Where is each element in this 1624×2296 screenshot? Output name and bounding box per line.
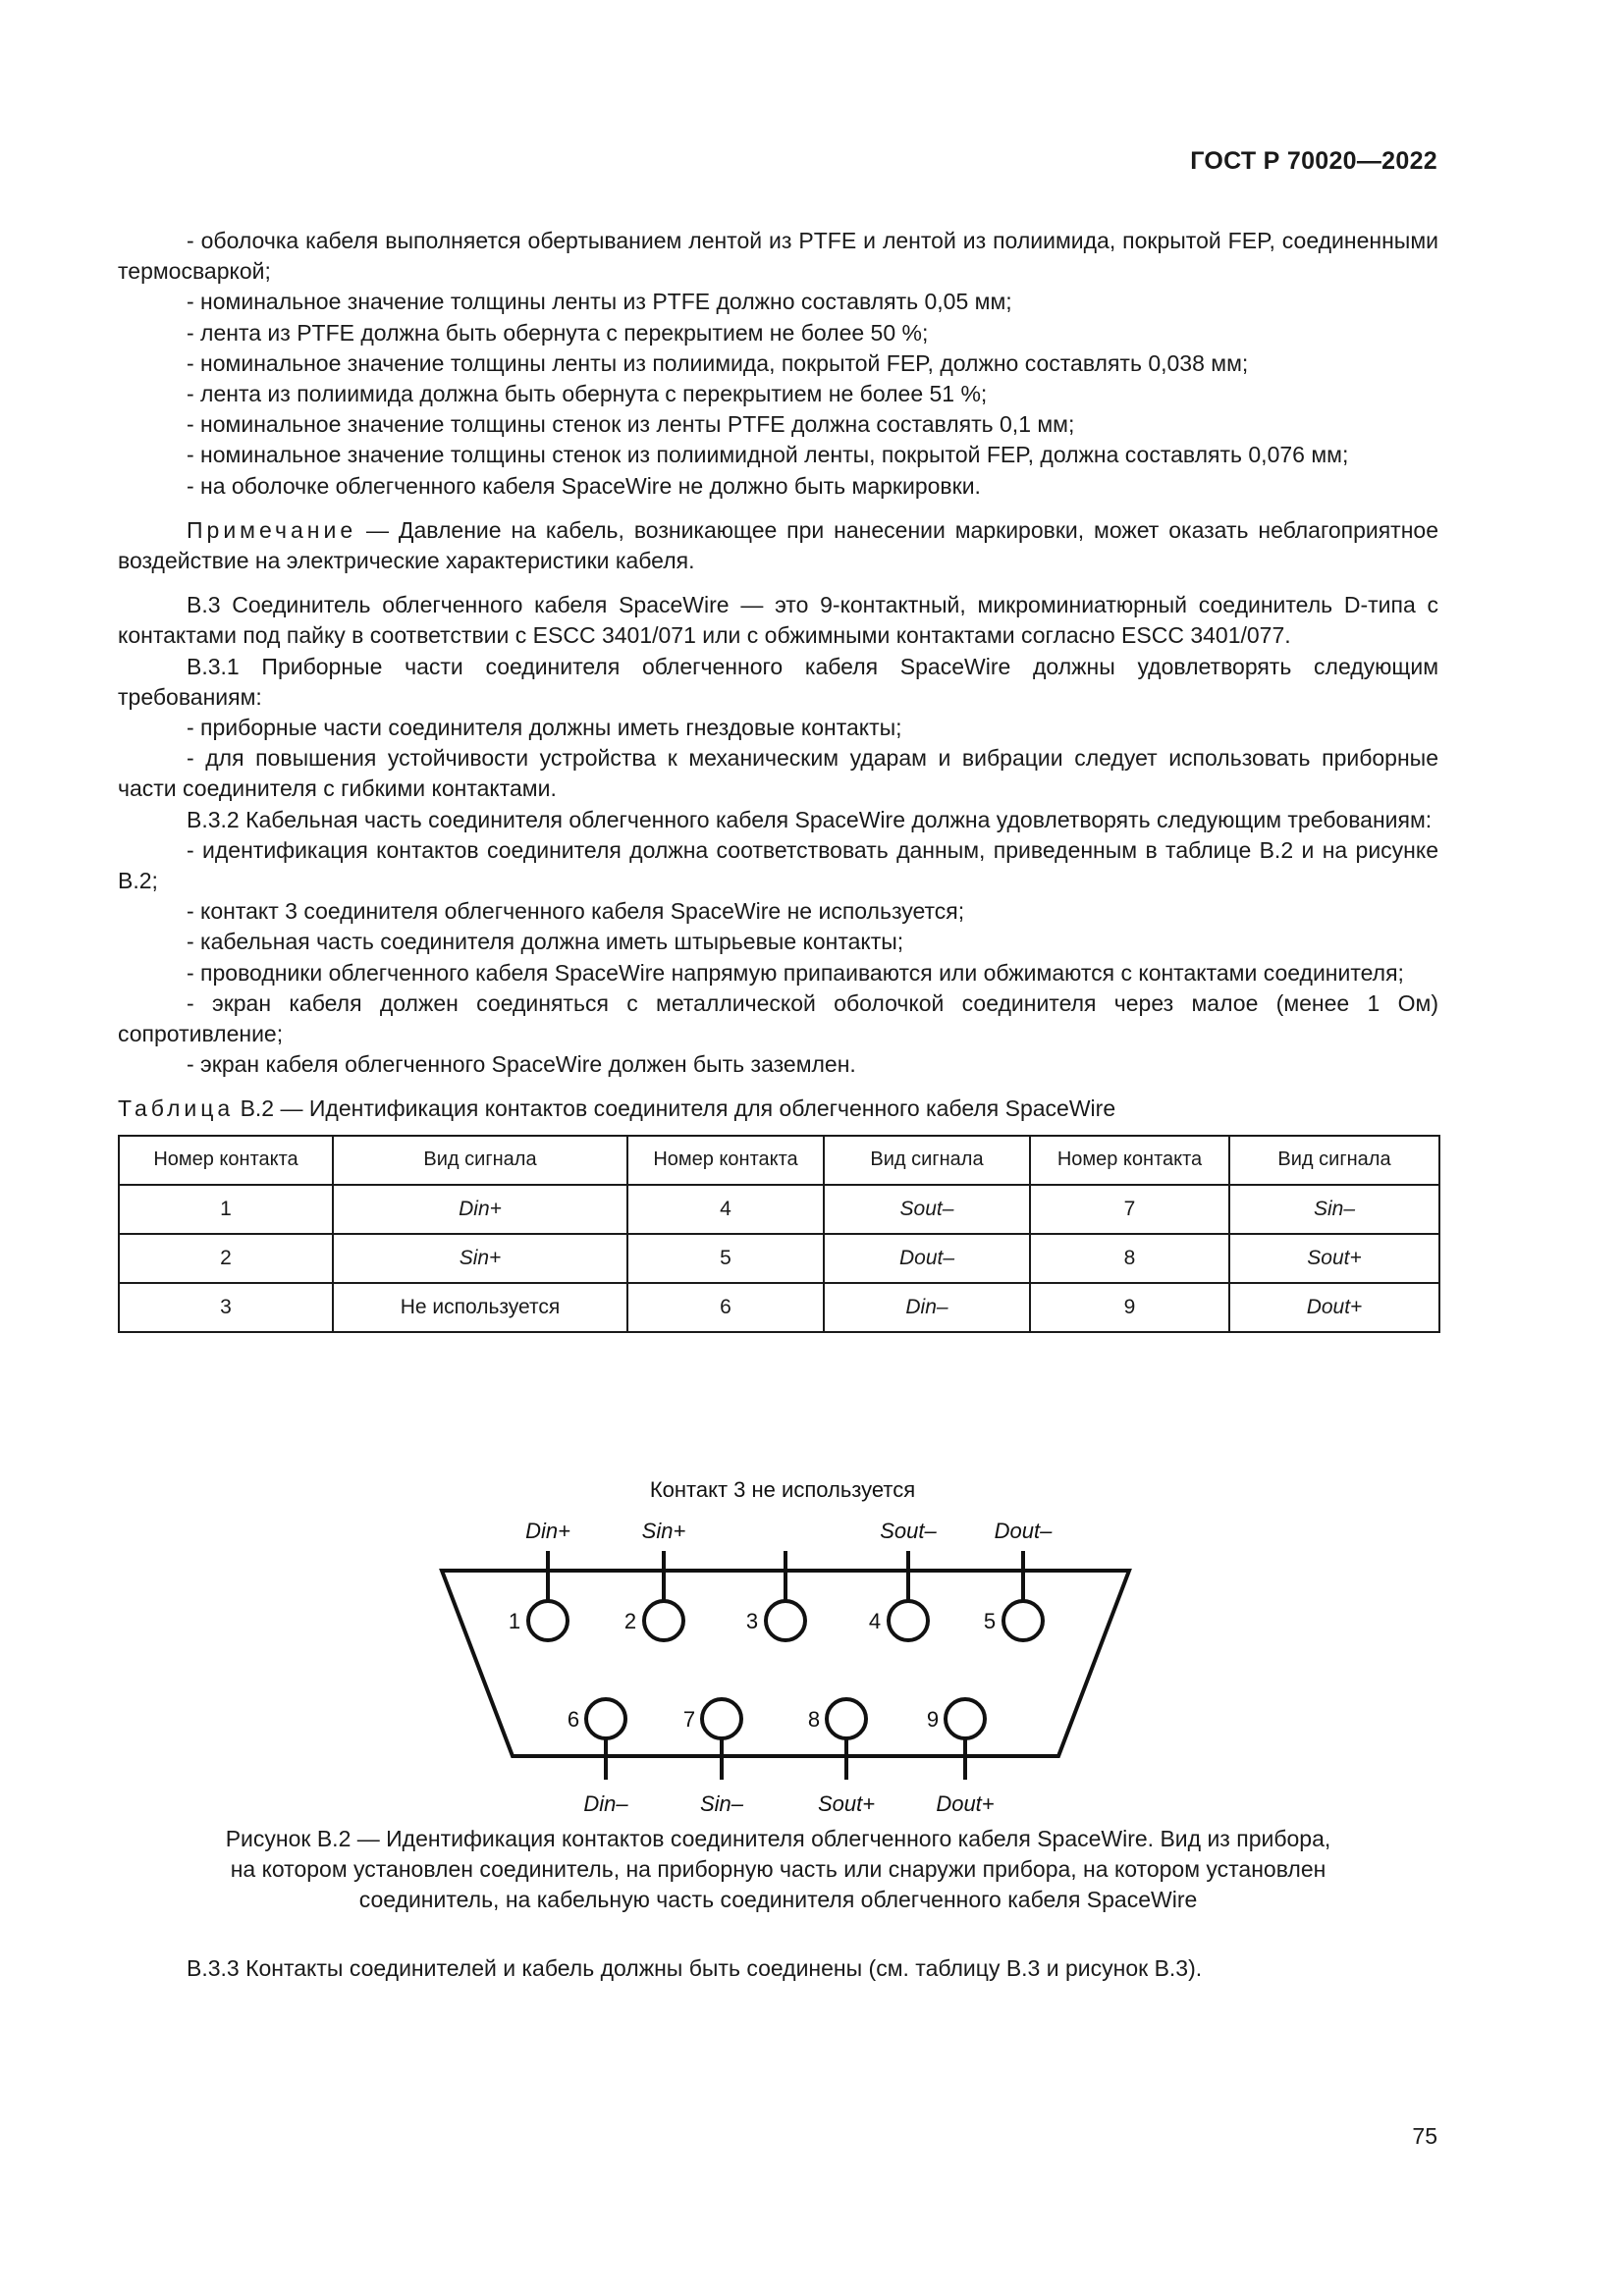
list-item: - контакт 3 соединителя облегченного кабеля SpaceWire не используется; bbox=[187, 898, 965, 925]
list-item: - приборные части соединителя должны иметь гнездовые контакты; bbox=[187, 715, 902, 741]
contact-number: 5 bbox=[627, 1234, 824, 1283]
column-header: Номер контакта bbox=[627, 1136, 824, 1185]
signal-type: Din– bbox=[824, 1283, 1030, 1332]
figure-caption-line: на котором установлен соединитель, на приборную часть или снаружи прибора, на котором установлен bbox=[230, 1856, 1326, 1882]
pin-number: 1 bbox=[508, 1609, 521, 1633]
signal-type: Din+ bbox=[333, 1185, 627, 1234]
pin-7 bbox=[683, 1699, 741, 1780]
column-header: Вид сигнала bbox=[824, 1136, 1030, 1185]
section-paragraph: В.3 Соединитель облегченного кабеля SpaceWire — это 9-контактный, микроминиатюрный соединитель D-типа с контактами под пайку в соответствии с ESCC 3401/071 или с обжимными контактами согласно ESCC 3401/077. bbox=[118, 592, 1438, 649]
list-item: - для повышения устойчивости устройства к механическим ударам и вибрации следует использовать приборные части соединителя с гибкими контактами. bbox=[118, 745, 1438, 802]
contact-number: 2 bbox=[119, 1234, 333, 1283]
table-row bbox=[119, 1185, 1439, 1234]
list-item: - экран кабеля должен соединяться с металлической оболочкой соединителя через малое (менее 1 Ом) сопротивление; bbox=[118, 989, 1438, 1047]
pin-number: 9 bbox=[926, 1707, 940, 1732]
body-text bbox=[118, 226, 1438, 1333]
column-header: Номер контакта bbox=[1030, 1136, 1229, 1185]
section-paragraph: В.3.2 Кабельная часть соединителя облегченного кабеля SpaceWire должна удовлетворять следующим требованиям: bbox=[187, 806, 1433, 832]
signal-label-sin-plus: Sin+ bbox=[641, 1519, 686, 1543]
pin-number: 5 bbox=[983, 1609, 997, 1633]
table-row bbox=[119, 1283, 1439, 1332]
figure-caption-line: Рисунок В.2 — Идентификация контактов соединителя облегченного кабеля SpaceWire. Вид из прибора, bbox=[225, 1826, 1331, 1851]
pin-3 bbox=[746, 1551, 805, 1640]
note-label: Примечание bbox=[187, 516, 357, 543]
list-item: - кабельная часть соединителя должна иметь штырьевые контакты; bbox=[187, 929, 904, 955]
signal-type: Dout+ bbox=[1229, 1283, 1439, 1332]
section-b33 bbox=[118, 1953, 1438, 1984]
table-caption bbox=[118, 1094, 1438, 1124]
list-item: - лента из полиимида должна быть обернута с перекрытием не более 51 %; bbox=[187, 381, 988, 407]
column-header: Номер контакта bbox=[119, 1136, 333, 1185]
pin-1 bbox=[509, 1551, 568, 1640]
signal-label-din-plus: Din+ bbox=[525, 1519, 570, 1543]
pin-9 bbox=[927, 1699, 985, 1780]
table-caption-text: В.2 — Идентификация контактов соединителя для облегченного кабеля SpaceWire bbox=[234, 1095, 1116, 1122]
list-item: - номинальное значение толщины ленты из полиимида, покрытой FEP, должно составлять 0,038 мм; bbox=[187, 349, 1249, 376]
list-item: - номинальное значение толщины стенок из полиимидной ленты, покрытой FEP, должна составлять 0,076 мм; bbox=[187, 442, 1349, 468]
pin-number: 8 bbox=[807, 1707, 821, 1732]
contact-number: 4 bbox=[627, 1185, 824, 1234]
contacts-table bbox=[118, 1135, 1440, 1333]
figure-caption bbox=[118, 1824, 1438, 1915]
list-item: - оболочка кабеля выполняется обертыванием лентой из PTFE и лентой из полиимида, покрытой FEP, соединенными термосваркой; bbox=[118, 228, 1438, 285]
table-header-row bbox=[119, 1136, 1439, 1185]
document-standard-code: ГОСТ Р 70020—2022 bbox=[1190, 147, 1437, 175]
pin-number: 6 bbox=[567, 1707, 580, 1732]
list-item: - проводники облегченного кабеля SpaceWire напрямую припаиваются или обжимаются с контактами соединителя; bbox=[187, 959, 1404, 986]
contact-number: 1 bbox=[119, 1185, 333, 1234]
pin-4 bbox=[869, 1551, 928, 1640]
signal-label-din-minus: Din– bbox=[583, 1791, 628, 1816]
contact-number: 3 bbox=[119, 1283, 333, 1332]
contact-number: 9 bbox=[1030, 1283, 1229, 1332]
signal-type: Sin– bbox=[1229, 1185, 1439, 1234]
list-item: - номинальное значение толщины стенок из ленты PTFE должна составлять 0,1 мм; bbox=[187, 411, 1075, 438]
signal-label-sout-minus: Sout– bbox=[880, 1519, 937, 1543]
diagram-title: Контакт 3 не используется bbox=[649, 1477, 916, 1502]
signal-type: Не используется bbox=[333, 1283, 627, 1332]
pin-6 bbox=[568, 1699, 625, 1780]
contact-number: 6 bbox=[627, 1283, 824, 1332]
signal-type: Dout– bbox=[824, 1234, 1030, 1283]
note bbox=[118, 515, 1438, 576]
pin-5 bbox=[984, 1551, 1043, 1640]
pin-number: 2 bbox=[623, 1609, 637, 1633]
list-item: - экран кабеля облегченного SpaceWire должен быть заземлен. bbox=[187, 1051, 856, 1078]
note-text: — Давление на кабель, возникающее при нанесении маркировки, может оказать неблагоприятное воздействие на электрические характеристики кабеля. bbox=[118, 516, 1438, 574]
signal-label-sout-plus: Sout+ bbox=[817, 1791, 876, 1816]
signal-type: Sout+ bbox=[1229, 1234, 1439, 1283]
column-header: Вид сигнала bbox=[1229, 1136, 1439, 1185]
figure-caption-line: соединитель, на кабельную часть соединителя облегченного кабеля SpaceWire bbox=[358, 1887, 1198, 1912]
signal-label-dout-minus: Dout– bbox=[994, 1519, 1053, 1543]
section-paragraph: В.3.3 Контакты соединителей и кабель должны быть соединены (см. таблицу В.3 и рисунок В.3). bbox=[187, 1955, 1203, 1981]
pin-number: 3 bbox=[745, 1609, 759, 1633]
table-caption-label: Таблица bbox=[118, 1095, 235, 1122]
contact-number: 7 bbox=[1030, 1185, 1229, 1234]
list-item: - на оболочке облегченного кабеля SpaceWire не должно быть маркировки. bbox=[187, 472, 981, 499]
list-item: - номинальное значение толщины ленты из PTFE должно составлять 0,05 мм; bbox=[187, 289, 1012, 315]
list-item: - идентификация контактов соединителя должна соответствовать данным, приведенным в таблице В.2 и на рисунке В.2; bbox=[118, 836, 1438, 894]
section-paragraph: В.3.1 Приборные части соединителя облегченного кабеля SpaceWire должны удовлетворять следующим требованиям: bbox=[118, 653, 1438, 710]
pin-number: 7 bbox=[682, 1707, 696, 1732]
contact-number: 8 bbox=[1030, 1234, 1229, 1283]
page-number: 75 bbox=[1412, 2123, 1437, 2149]
pin-2 bbox=[624, 1551, 683, 1640]
list-item: - лента из PTFE должна быть обернута с перекрытием не более 50 %; bbox=[187, 319, 929, 346]
table-row bbox=[119, 1234, 1439, 1283]
signal-label-sin-minus: Sin– bbox=[699, 1791, 744, 1816]
connector-diagram bbox=[422, 1468, 1178, 1831]
signal-type: Sin+ bbox=[333, 1234, 627, 1283]
pin-number: 4 bbox=[868, 1609, 882, 1633]
column-header: Вид сигнала bbox=[333, 1136, 627, 1185]
pin-8 bbox=[808, 1699, 866, 1780]
signal-type: Sout– bbox=[824, 1185, 1030, 1234]
signal-label-dout-plus: Dout+ bbox=[936, 1791, 995, 1816]
